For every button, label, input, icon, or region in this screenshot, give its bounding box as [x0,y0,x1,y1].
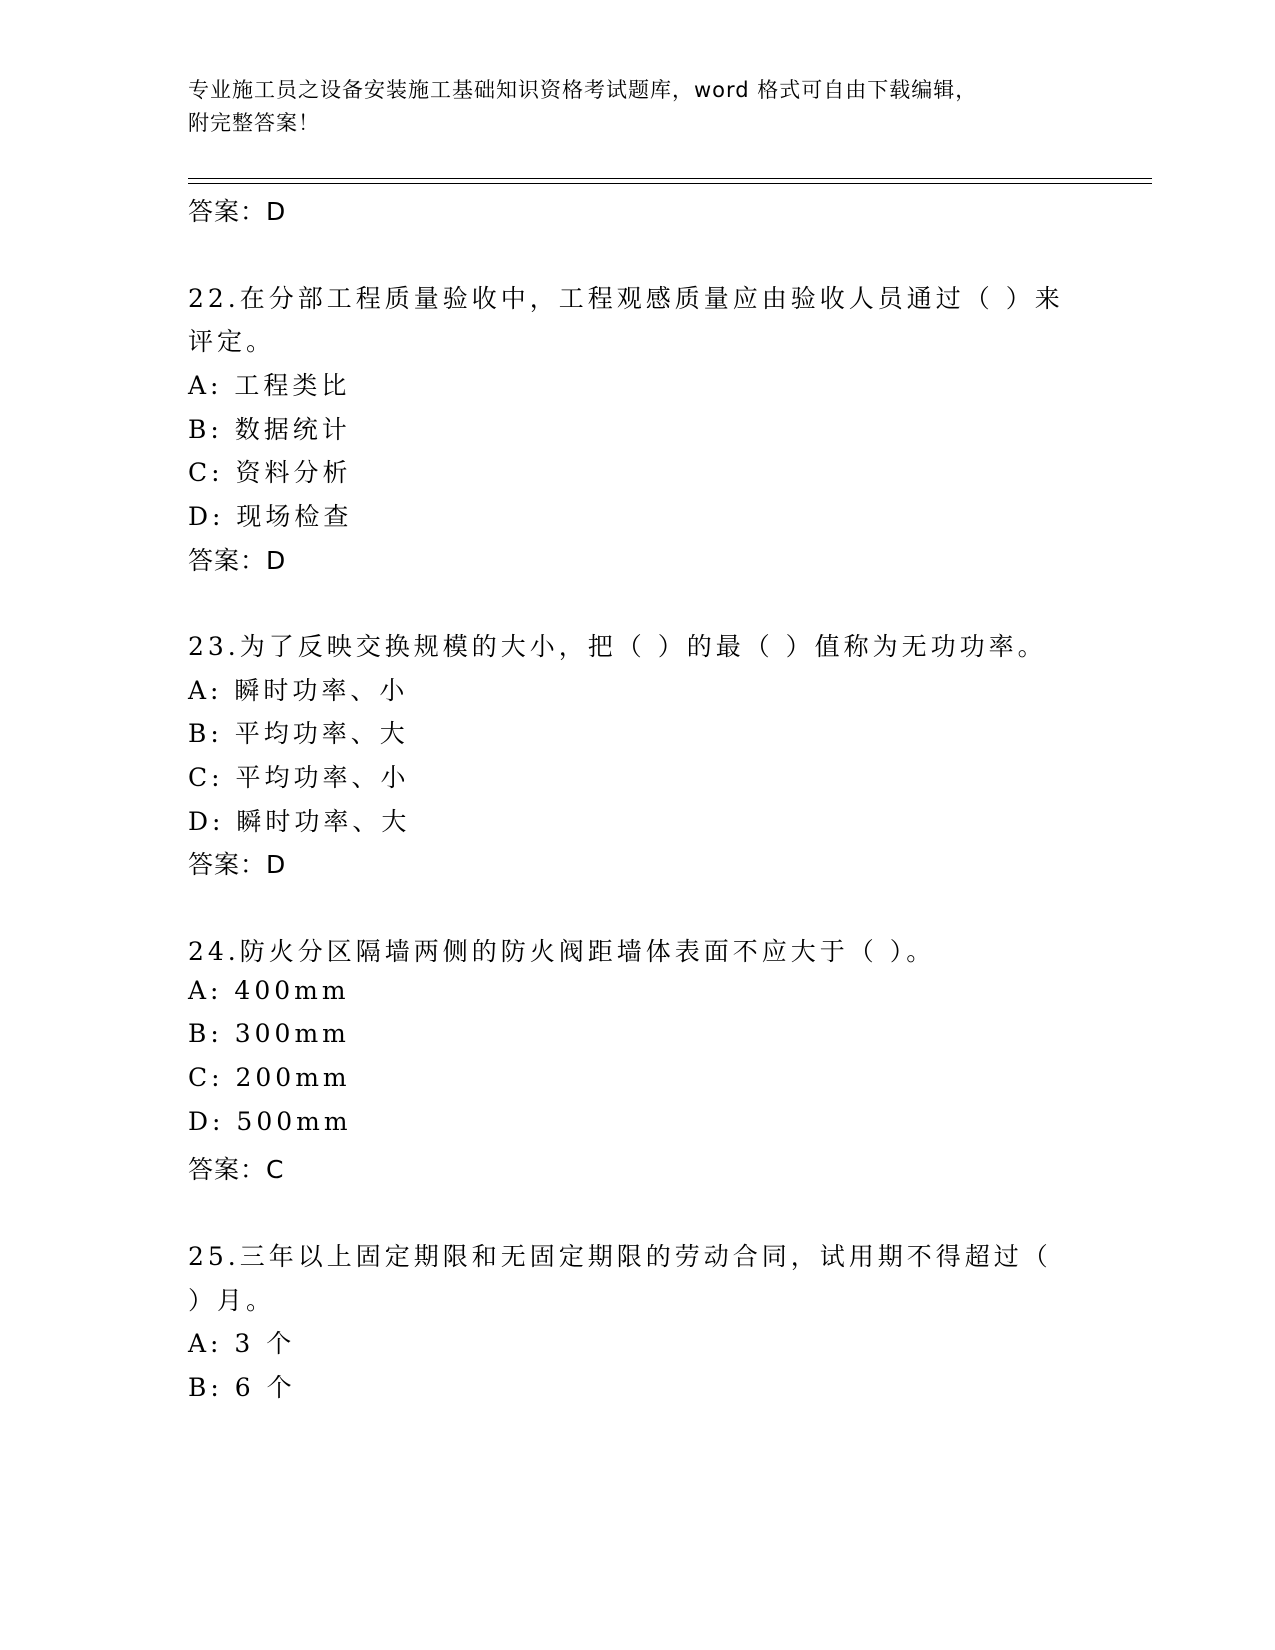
question-22-answer: 答案：D [188,546,287,575]
header-line-1: 专业施工员之设备安装施工基础知识资格考试题库，word 格式可自由下载编辑， [188,78,978,102]
question-24-option-c: C: 200mm [188,1063,351,1092]
question-24-answer: 答案：C [188,1155,285,1184]
header-divider-top [188,178,1152,179]
question-23-stem-line-1: 23.为了反映交换规模的大小，把（ ）的最（ ）值称为无功功率。 [188,632,1047,661]
question-22-option-d: D: 现场检查 [188,502,353,531]
question-22-option-c: C: 资料分析 [188,458,352,487]
question-22-option-b: B: 数据统计 [188,415,351,444]
header-line-2: 附完整答案！ [188,111,320,135]
question-24-stem-line-1: 24.防火分区隔墙两侧的防火阀距墙体表面不应大于（ ）。 [188,937,936,966]
question-23-option-b: B: 平均功率、大 [188,719,409,748]
question-22-stem-line-2: 评定。 [188,327,276,356]
question-23-answer: 答案：D [188,850,287,879]
question-25-stem-line-2: ）月。 [188,1286,276,1315]
question-24-option-a: A: 400mm [188,976,350,1005]
question-25-option-b: B: 6 个 [188,1373,296,1402]
question-24-option-d: D: 500mm [188,1107,352,1136]
header-divider-bottom [188,183,1152,184]
question-23-option-c: C: 平均功率、小 [188,763,410,792]
question-24-option-b: B: 300mm [188,1019,350,1048]
question-23-option-d: D: 瞬时功率、大 [188,807,411,836]
question-23-option-a: A: 瞬时功率、小 [188,676,409,705]
question-25-stem-line-1: 25.三年以上固定期限和无固定期限的劳动合同，试用期不得超过（ [188,1242,1052,1271]
question-22-option-a: A: 工程类比 [188,371,351,400]
question-25-option-a: A: 3 个 [188,1329,296,1358]
question-22-stem-line-1: 22.在分部工程质量验收中，工程观感质量应由验收人员通过（ ）来 [188,284,1064,313]
previous-answer: 答案：D [188,197,287,226]
document-header [188,74,1068,140]
